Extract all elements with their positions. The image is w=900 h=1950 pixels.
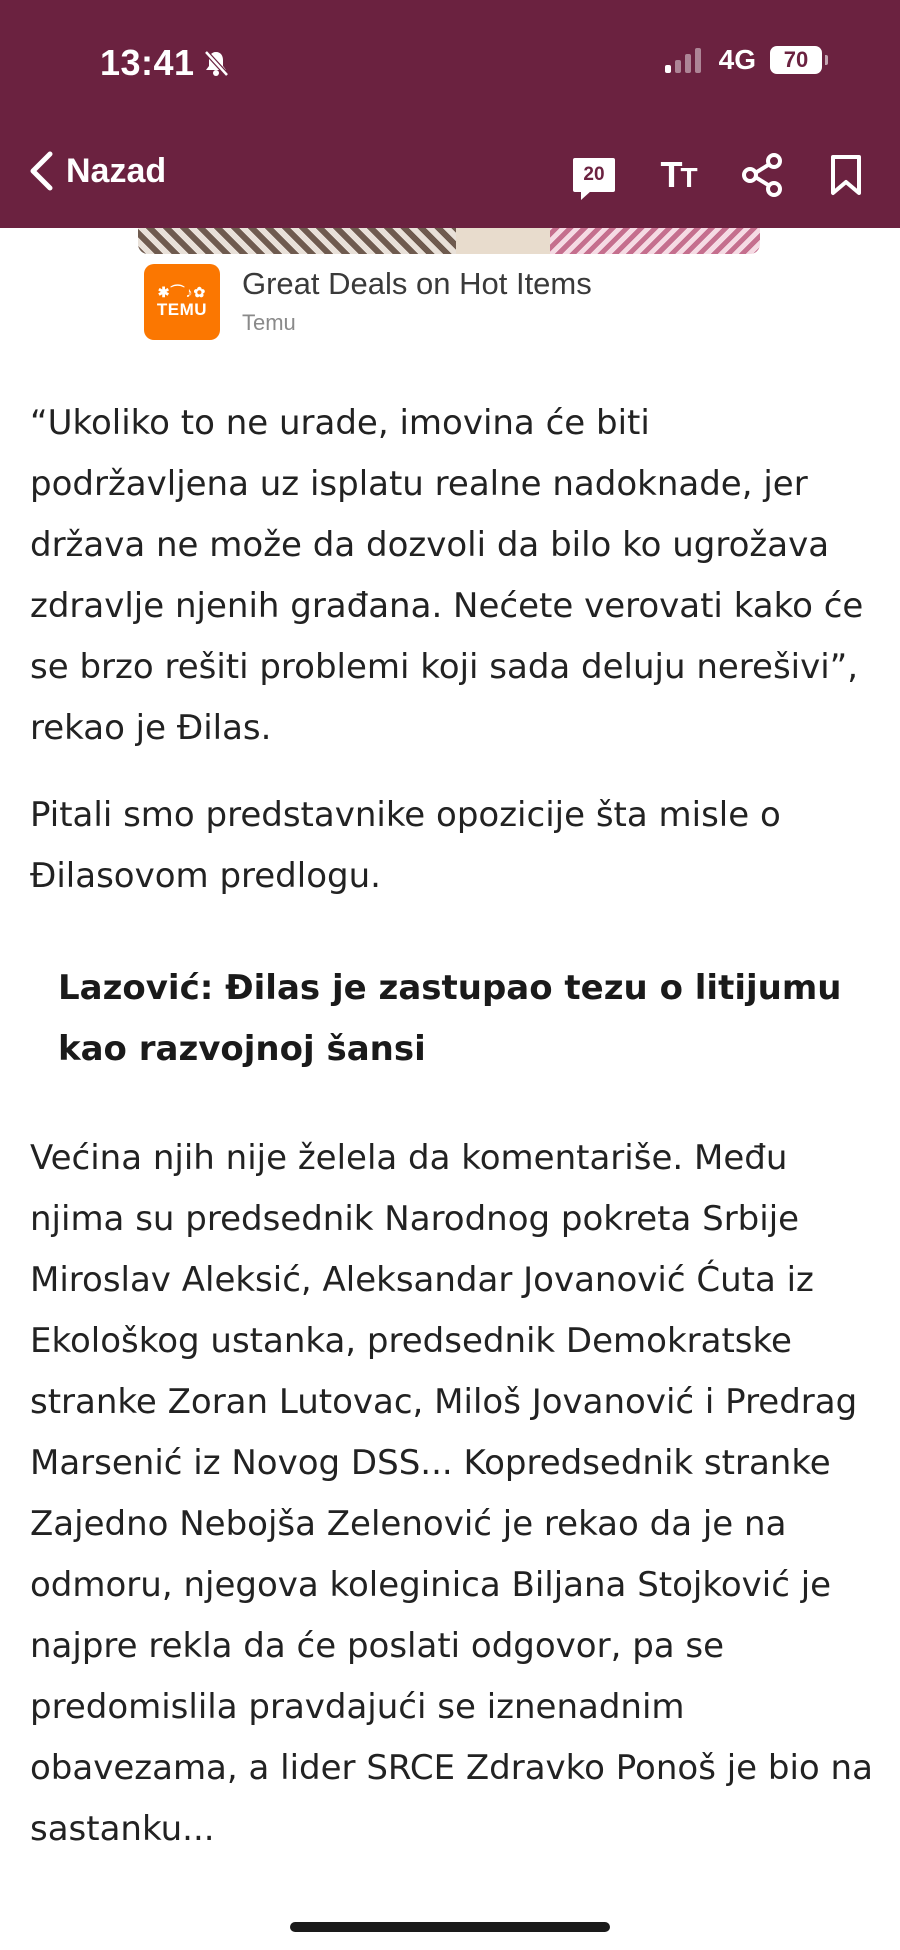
ad-source: Temu <box>242 310 296 335</box>
article-paragraph: Većina njih nije želela da komentariše. Među njima su predsednik Narodnog pokreta Srbije Miroslav Aleksić, Aleksandar Jovanović Ćuta iz Ekološkog ustanka, predsednik Demokratske stranke Zoran Lutovac, Miloš Jovanović i Predrag Marsenić iz Novog DSS... Kopredsednik stranke Zajedno Nebojša Zelenović je rekao da je na odmoru, njegova koleginica Biljana Stojković je najpre rekla da će poslati odgovor, pa se predomislila pravdajući se iznenadnim obavezama, a lider SRCE Zdravko Ponoš je bio na sastanku... <box>30 1138 873 1849</box>
temu-logo: ✱⌒♪✿ TEMU <box>144 264 220 340</box>
ad-text <box>242 264 592 336</box>
battery-level: 70 <box>783 47 809 72</box>
battery-icon <box>770 46 822 74</box>
signal-icon <box>665 47 705 73</box>
status-time-text: 13:41 <box>100 42 195 83</box>
status-indicators <box>665 44 822 76</box>
comments-button[interactable] <box>566 150 622 200</box>
article-paragraph: Pitali smo predstavnike opozicije šta misle o Đilasovom predlogu. <box>30 795 781 896</box>
ad-image[interactable] <box>138 228 760 254</box>
logo-text: TEMU <box>156 300 208 319</box>
share-icon <box>740 153 784 197</box>
text-size-button[interactable] <box>650 150 706 200</box>
status-time <box>100 42 231 84</box>
article-subheading: Lazović: Đilas je zastupao tezu o litijumu kao razvojnoj šansi <box>58 968 842 1069</box>
article-paragraph: “Ukoliko to ne urade, imovina će biti podržavljena uz isplatu realne nadoknade, jer država ne može da dozvoli da bilo ko ugrožava zdravlje njenih građana. Nećete verovati kako će se brzo rešiti problemi koji sada deluju nerešivi”, rekao je Đilas. <box>30 403 864 748</box>
comment-count: 20 <box>583 164 605 185</box>
network-type: 4G <box>718 44 756 75</box>
bookmark-icon <box>829 154 863 196</box>
home-indicator[interactable] <box>290 1922 610 1932</box>
article-actions <box>538 150 874 200</box>
back-chevron-icon <box>28 150 54 192</box>
sponsored-ad[interactable] <box>144 264 592 340</box>
back-label: Nazad <box>66 151 167 190</box>
bookmark-button[interactable] <box>818 150 874 200</box>
top-bar <box>0 0 900 228</box>
ad-title: Great Deals on Hot Items <box>242 266 592 301</box>
text-size-icon: TT <box>660 154 696 195</box>
bell-muted-icon <box>201 48 231 78</box>
back-button[interactable] <box>28 150 166 192</box>
comment-icon <box>573 158 615 192</box>
share-button[interactable] <box>734 150 790 200</box>
